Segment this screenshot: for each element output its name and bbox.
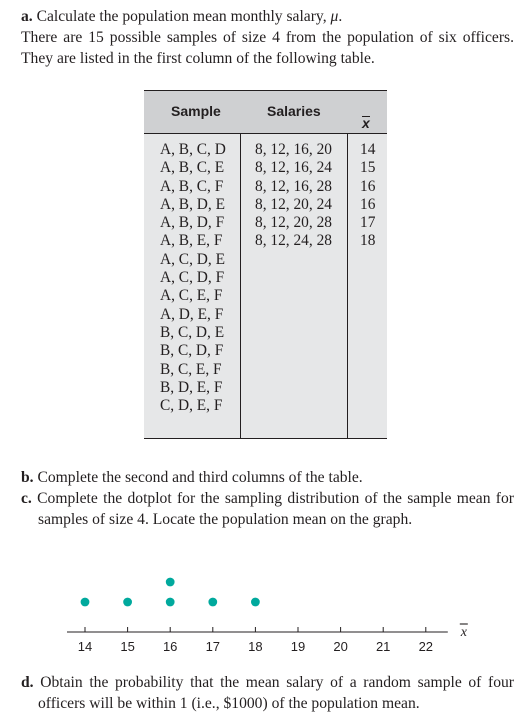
part-c-label: c. [21, 490, 32, 507]
sample-column [160, 141, 226, 415]
salaries-cell: 8, 12, 16, 28 [255, 177, 332, 195]
data-dot [81, 598, 90, 607]
sample-cell: C, D, E, F [160, 397, 223, 415]
mean-column [360, 141, 375, 251]
salaries-cell: 8, 12, 20, 28 [255, 214, 332, 232]
sample-cell: A, B, C, E [160, 159, 225, 177]
mean-cell: 15 [360, 159, 376, 177]
tick-label: 20 [333, 639, 348, 654]
mean-cell: 18 [360, 232, 376, 250]
sample-cell: B, C, D, E [160, 323, 225, 341]
mean-cell: 17 [360, 214, 376, 232]
sample-cell: A, B, C, D [160, 141, 226, 158]
x-bar-symbol: x [362, 115, 370, 131]
sample-cell: A, C, D, F [160, 269, 225, 287]
salaries-cell: 8, 12, 20, 24 [255, 195, 332, 213]
part-a-label: a. [21, 8, 33, 25]
sample-cell: A, C, E, F [160, 287, 223, 305]
part-b [21, 467, 514, 488]
salaries-cell: 8, 12, 16, 24 [255, 159, 332, 177]
mean-cell: 14 [360, 141, 376, 158]
tick-label: 16 [162, 639, 178, 654]
axis-label: x [460, 625, 467, 640]
part-d-text: Obtain the probability that the mean salary of a random sample of four officers will be within 1 (i.e., $1000) of the population mean. [38, 674, 514, 712]
sample-cell: B, C, E, F [160, 360, 222, 378]
header-sample: Sample [171, 103, 221, 119]
tick-label: 19 [290, 639, 306, 654]
column-divider [347, 134, 348, 438]
sample-cell: B, C, D, F [160, 342, 224, 360]
data-dot [251, 598, 260, 607]
data-dot [166, 578, 175, 587]
sample-cell: A, B, D, F [160, 214, 225, 232]
tick-label: 18 [248, 639, 263, 654]
sample-cell: B, D, E, F [160, 378, 223, 396]
column-divider [240, 134, 241, 438]
mean-cell: 16 [360, 195, 376, 213]
data-dot [123, 598, 132, 607]
table-header [144, 90, 387, 134]
sample-cell: A, C, D, E [160, 250, 225, 268]
part-a-end: . [338, 8, 343, 25]
part-a [21, 6, 514, 27]
sample-cell: A, B, E, F [160, 232, 223, 250]
sample-cell: A, B, D, E [160, 195, 225, 213]
tick-label: 15 [120, 639, 135, 654]
salaries-column [255, 141, 332, 251]
table-body [144, 134, 387, 439]
salaries-cell: 8, 12, 24, 28 [255, 232, 332, 250]
tick-label: 14 [77, 639, 93, 654]
part-d [21, 672, 514, 714]
mu-symbol: μ [330, 8, 339, 25]
part-a-text: Calculate the population mean monthly salary, [36, 8, 331, 25]
dotplot [0, 560, 526, 660]
salaries-cell: 8, 12, 16, 20 [255, 141, 332, 158]
sample-table [144, 90, 387, 439]
part-b-label: b. [21, 469, 34, 486]
part-c-text: Complete the dotplot for the sampling distribution of the sample mean for samples of size 4. Locate the population mean on the graph. [37, 490, 514, 528]
tick-label: 21 [375, 639, 391, 654]
data-dot [208, 598, 217, 607]
tick-label: 22 [418, 639, 434, 654]
mean-cell: 16 [360, 177, 376, 195]
part-c [21, 488, 514, 530]
sample-cell: A, D, E, F [160, 305, 224, 323]
sample-cell: A, B, C, F [160, 177, 224, 195]
data-dot [166, 598, 175, 607]
intro-paragraph: There are 15 possible samples of size 4 from the population of six officers. They are listed in the first column of the following table. [21, 29, 514, 67]
part-d-label: d. [21, 674, 34, 691]
part-b-text: Complete the second and third columns of the table. [37, 469, 363, 486]
tick-label: 17 [205, 639, 221, 654]
header-salaries: Salaries [267, 103, 321, 119]
